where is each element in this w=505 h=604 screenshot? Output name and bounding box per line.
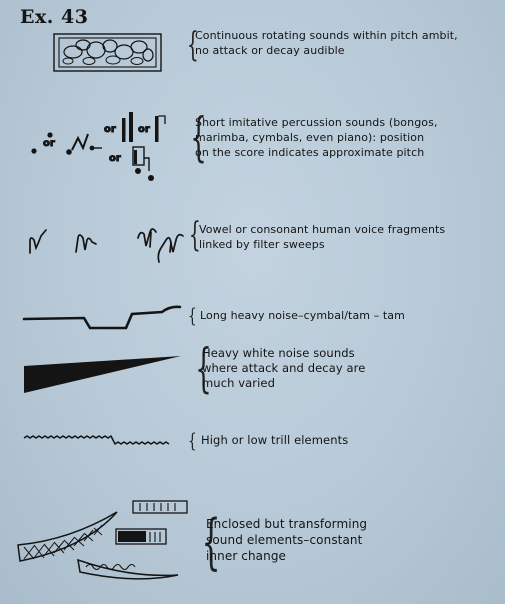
brace-5: { [195,339,212,399]
brace-7: { [201,507,221,577]
description-long-noise: Long heavy noise–cymbal/tam – tam [200,309,405,322]
description-rotating-sounds: Continuous rotating sounds within pitch ambit, no attack or decay audible [195,29,458,57]
brace-3: { [188,215,201,255]
description-percussion-sounds: Short imitative percussion sounds (bongos, marimba, cymbals, even piano): position on the score indicates approximate pitch [195,116,438,159]
description-white-noise: Heavy white noise sounds where attack and decay are much varied [202,346,366,390]
percussion-sounds-symbol [31,112,165,181]
description-voice-fragments: Vowel or consonant human voice fragments linked by filter sweeps [199,223,446,251]
white-noise-wedge-symbol [24,356,181,393]
or-label-3: or [138,124,150,135]
voice-fragments-symbol [30,229,183,262]
description-trill: High or low trill elements [201,433,349,447]
trill-symbol [24,436,169,444]
long-noise-symbol [24,307,180,328]
brace-2: { [190,108,207,168]
rotating-sound-symbol [54,34,161,71]
or-label-4: or [109,153,121,164]
example-title: Ex. 43 [20,6,89,28]
brace-4: { [187,303,197,327]
brace-1: { [186,25,199,65]
or-label-2: or [104,124,116,135]
enclosed-elements-symbol [18,501,187,579]
description-enclosed-elements: Enclosed but transforming sound elements–constant inner change [206,517,368,563]
or-label-1: or [43,138,55,149]
brace-6: { [187,428,197,452]
